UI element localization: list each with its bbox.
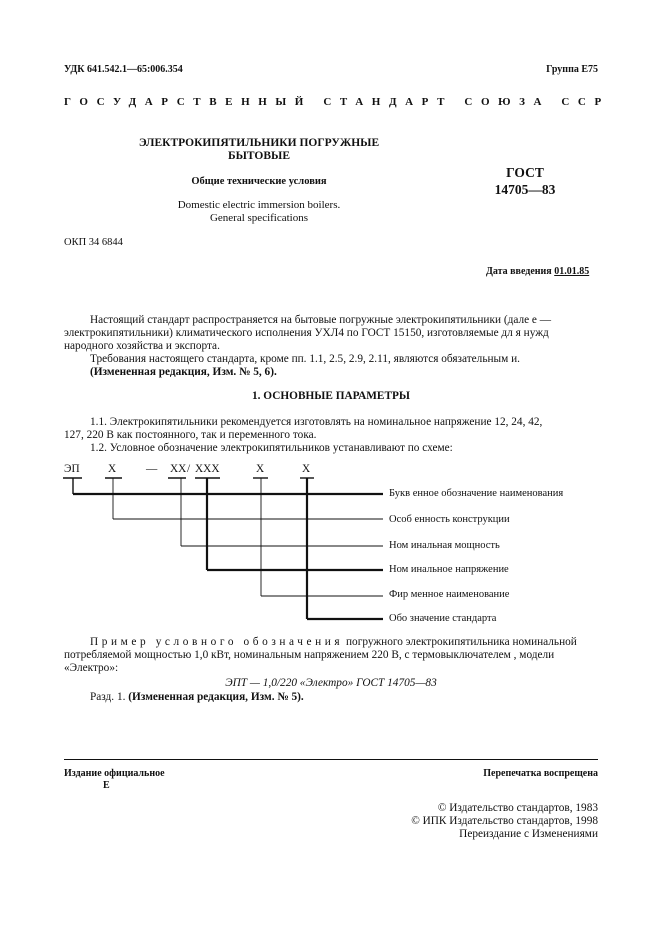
code-xx: ХХ: [170, 463, 187, 475]
razd-amendment: (Измененная редакция, Изм. № 5).: [128, 691, 304, 703]
example-lead: Пример условного обозначения: [90, 636, 344, 648]
code-x3: Х: [302, 463, 311, 475]
reprint-notice: Перепечатка воспрещена: [483, 768, 598, 779]
intro-date-value: 01.01.85: [554, 266, 590, 277]
title-line-1: ЭЛЕКТРОКИПЯТИЛЬНИКИ ПОГРУЖНЫЕ: [138, 137, 380, 149]
english-title-line-1: Domestic electric immersion boilers.: [177, 199, 341, 211]
okp-code: ОКП 34 6844: [64, 237, 123, 248]
scheme-label-voltage: Ном инальное напряжение: [389, 564, 509, 575]
amendment-note-1: (Измененная редакция, Изм. № 5, 6).: [90, 366, 277, 378]
scheme-label-design: Особ енность конструкции: [389, 514, 510, 525]
code-x2: Х: [256, 463, 265, 475]
gost-number: 14705—83: [494, 182, 556, 197]
reissue-note: Переиздание с Изменениями: [459, 828, 598, 840]
official-edition: Издание официальное: [64, 768, 165, 779]
section-1-title: 1. ОСНОВНЫЕ ПАРАМЕТРЫ: [251, 390, 410, 402]
code-x1: Х: [108, 463, 117, 475]
scheme-label-brand: Фир менное наименование: [389, 589, 510, 600]
edition-letter: Е: [103, 780, 110, 791]
example-line1-rest: погружного электрокипятильника номинальной: [346, 636, 577, 648]
code-slash: /: [187, 463, 191, 475]
footer-divider: [64, 759, 598, 760]
p12: 1.2. Условное обозначение электрокипятильников устанавливают по схеме:: [90, 442, 453, 454]
state-standard-heading: ГОСУДАРСТВЕННЫЙ СТАНДАРТ СОЮЗА ССР: [64, 96, 610, 108]
para1-line2: электрокипятильники) климатического исполнения УХЛ4 по ГОСТ 15150, изготовляемые дл я нужд: [64, 327, 549, 339]
scheme-label-name: Букв енное обозначение наименования: [389, 488, 564, 499]
para2: Требования настоящего стандарта, кроме пп. 1.1, 2.5, 2.9, 2.11, являются обязательным и.: [90, 353, 520, 365]
example-line3: «Электро»:: [64, 662, 119, 674]
example-line1: [90, 636, 577, 649]
scheme-label-standard: Обо значение стандарта: [389, 613, 497, 624]
copyright-1998: © ИПК Издательство стандартов, 1998: [411, 815, 598, 827]
code-dash: —: [146, 463, 158, 475]
example-designation: ЭПТ — 1,0/220 «Электро» ГОСТ 14705—83: [225, 677, 437, 689]
subtitle: Общие технические условия: [191, 176, 327, 187]
scheme-label-power: Ном инальная мощность: [389, 540, 500, 551]
code-ep: ЭП: [64, 463, 80, 475]
razd-note: [90, 691, 304, 704]
gost-label: ГОСТ: [506, 165, 544, 180]
para1-line1: Настоящий стандарт распространяется на бытовые погружные электрокипятильники (дале е —: [90, 314, 552, 326]
english-title-line-2: General specifications: [209, 212, 309, 224]
title-line-2: БЫТОВЫЕ: [228, 150, 290, 162]
para1-line3: народного хозяйства и экспорта.: [64, 340, 220, 352]
copyright-1983: © Издательство стандартов, 1983: [437, 802, 598, 814]
example-line2: потребляемой мощностью 1,0 кВт, номинальным напряжением 220 В, с термовыключателем , модели: [64, 649, 555, 661]
p11-line2: 127, 220 В как постоянного, так и переменного тока.: [64, 429, 317, 441]
code-xxx: ХХХ: [195, 463, 220, 475]
group-code: Группа Е75: [546, 64, 598, 75]
intro-date-label: Дата введения: [486, 266, 552, 277]
razd-label: Разд. 1.: [90, 691, 126, 703]
udk-code: УДК 641.542.1—65:006.354: [64, 64, 183, 75]
p11-line1: 1.1. Электрокипятильники рекомендуется изготовлять на номинальное напряжение 12, 24, 42,: [90, 416, 543, 428]
